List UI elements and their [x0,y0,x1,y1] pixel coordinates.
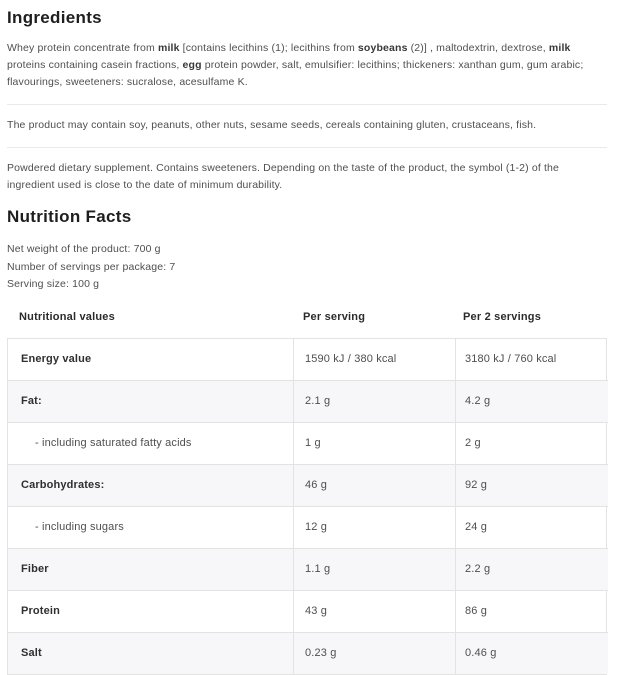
supplement-note-text: Powdered dietary supplement. Contains sweeteners. Depending on the taste of the product, the symbol (1-2) of the ingredient used is close to the date of minimum durability. [7,162,560,191]
servings-per-package-line: Number of servings per package: 7 [7,260,176,273]
nutrient-label: Salt [21,647,42,659]
allergen-egg: egg [182,59,202,71]
per-2-servings-value: 0.46 g [455,633,607,674]
per-2-servings-value: 86 g [455,591,607,632]
nutrition-table-header [7,311,607,323]
composition-segment: Whey protein concentrate from [7,42,158,54]
nutrition-table [7,338,607,675]
serving-size-line: Serving size: 100 g [7,278,100,290]
nutrition-facts-heading: Nutrition Facts [7,207,132,226]
table-row-salt [8,632,608,674]
net-weight-line: Net weight of the product: 700 g [7,243,161,255]
nutrient-label: - including sugars [35,521,124,533]
per-2-servings-value: 24 g [455,507,607,548]
per-serving-value: 46 g [293,465,455,506]
composition-segment: protein powder, salt, emulsifier: lecithins; thickeners: xanthan gum, gum arabic; flavourings, sweeteners: sucralose, acesulfame K. [7,59,584,88]
allergen-soybeans: soybeans [357,42,408,54]
per-serving-value: 1590 kJ / 380 kcal [293,339,455,380]
per-2-servings-value: 2 g [455,423,607,464]
per-2-servings-value: 3180 kJ / 760 kcal [455,339,607,380]
per-serving-value: 12 g [293,507,455,548]
nutrition-table-section [7,311,623,675]
ingredients-composition-text [7,40,605,91]
per-serving-value: 43 g [293,591,455,632]
per-serving-value: 1 g [293,423,455,464]
column-header-per-serving: Per serving [303,310,366,323]
nutrient-label: Carbohydrates: [21,479,105,491]
nutrient-label: Protein [21,605,60,617]
per-serving-value: 0.23 g [293,633,455,674]
table-row-saturated-fatty-acids [8,422,608,464]
nutrient-label: - including saturated fatty acids [35,437,192,449]
table-row-fiber [8,548,608,590]
table-row-protein [8,590,608,632]
table-row-fat [8,380,608,422]
column-header-nutritional-values: Nutritional values [19,310,115,323]
nutrient-label: Fat: [21,395,42,407]
table-row-energy [8,339,608,380]
per-2-servings-value: 4.2 g [455,381,607,422]
allergen-milk: milk [548,42,571,54]
composition-segment: [contains lecithins (1); lecithins from [179,42,358,54]
table-row-carbohydrates [8,464,608,506]
table-row-sugars [8,506,608,548]
column-header-per-2-servings: Per 2 servings [463,310,542,323]
ingredients-heading: Ingredients [7,8,102,27]
per-serving-value: 1.1 g [293,549,455,590]
section-divider [7,147,607,148]
composition-segment: proteins containing casein fractions, [7,59,183,71]
per-2-servings-value: 2.2 g [455,549,607,590]
section-divider [7,104,607,105]
nutrient-label: Energy value [21,353,92,365]
may-contain-text: The product may contain soy, peanuts, other nuts, sesame seeds, cereals containing gluten, crustaceans, fish. [7,119,537,131]
allergen-milk: milk [157,42,180,54]
composition-segment: (2)] , maltodextrin, dextrose, [407,42,549,54]
per-2-servings-value: 92 g [455,465,607,506]
per-serving-value: 2.1 g [293,381,455,422]
nutrient-label: Fiber [21,563,49,575]
package-meta [7,241,623,294]
